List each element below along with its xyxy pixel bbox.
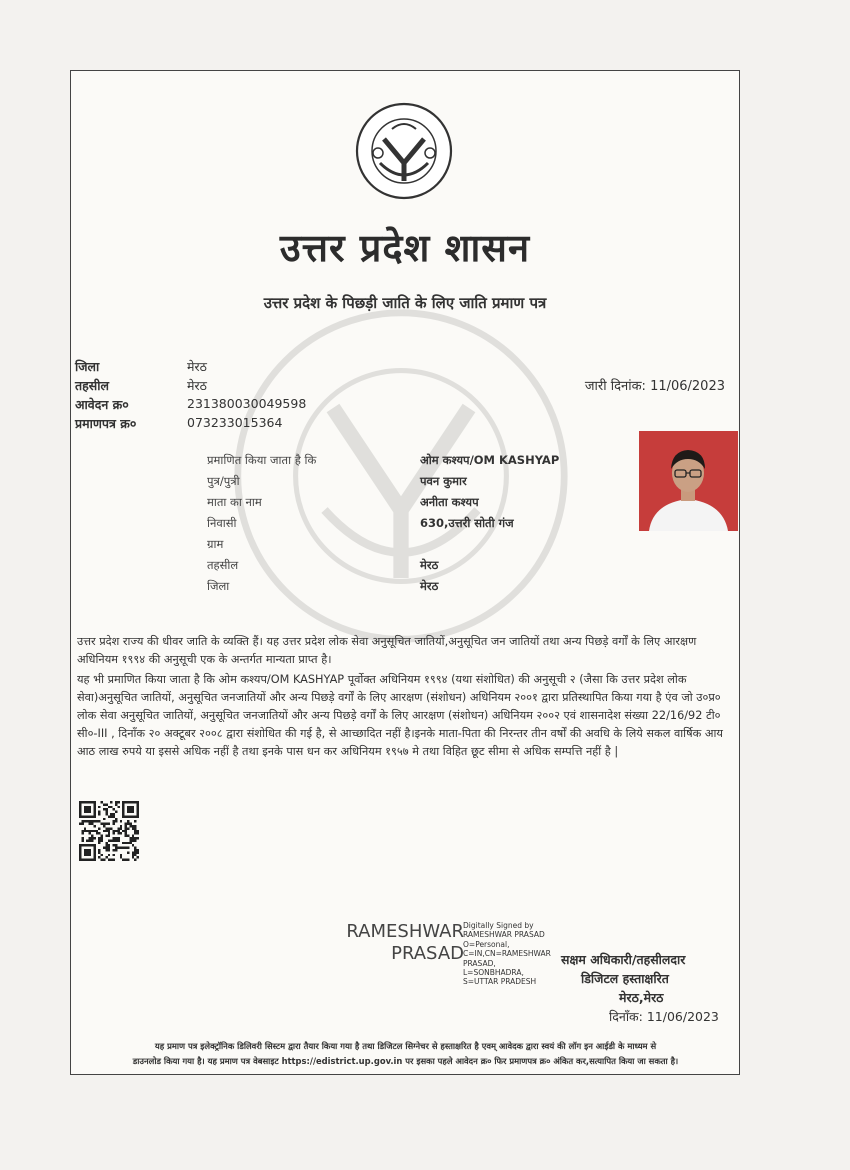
authority-location: मेरठ,मेरठ bbox=[619, 990, 664, 1005]
caste-paragraph: उत्तर प्रदेश राज्य की धीवर जाति के व्यक्ति हैं। यह उत्तर प्रदेश लोक सेवा अनुसूचित जातियों,अनुसूचित जन जातियों तथा अन्य पिछड़े वर्गों के लिए आरक्षण अधिनियम १९९४ की अनुसूची एक के अन्तर्गत मान्यता प्राप्त है। bbox=[77, 635, 697, 666]
tehsil-value: मेरठ bbox=[187, 378, 207, 393]
certificate-footer bbox=[77, 1039, 734, 1069]
certification-paragraph: यह भी प्रमाणित किया जाता है कि ओम कश्यप/OM KASHYAP पूर्वोक्त अधिनियम १९९४ (यथा संशोधित) की अनुसूची २ (जैसा कि उत्तर प्रदेश लोक सेवा)अनुसूचित जातियों, अनुसूचित जनजातियों और अन्य पिछड़े वर्गों के लिए आरक्षण (संशोधन) अधिनियम २००१ द्वारा प्रतिस्थापित किया गया है एंव जो उ०प्र० लोक सेवा अनुसूचित जातियों, अनुसूचित जनजातियों और अन्य पिछड़े वर्गों के लिए आरक्षण (संशोधन) अधिनियम २००२ एवं शासनादेश संख्या 22/16/92 टी० सी०-III , दिनाँक २० अक्टूबर २००८ द्वारा संशोधित की गई है, से आच्छादित नहीं है।इनके माता-पिता की निरन्तर तीन वर्षों की अवधि के लिये सकल वार्षिक आय आठ लाख रुपये या इससे अधिक नहीं है तथा इनके पास धन कर अधिनियम १९५७ मे तथा विहित छूट सीमा से अधिक सम्पत्ति नहीं है | bbox=[77, 673, 723, 758]
signature-detail-line: Digitally Signed by bbox=[463, 921, 534, 930]
qr-code bbox=[79, 801, 139, 861]
village-label: ग्राम bbox=[207, 537, 224, 551]
resident-address: 630,उत्तरी सोती गंज bbox=[420, 516, 514, 530]
certified-label: प्रमाणित किया जाता है कि bbox=[207, 453, 317, 467]
parent-label: पुत्र/पुत्री bbox=[207, 474, 240, 488]
detail-district-label: जिला bbox=[207, 579, 230, 593]
certificate-title: उत्तर प्रदेश शासन bbox=[279, 225, 531, 270]
signer-name bbox=[324, 921, 464, 965]
application-number-label: आवेदन क्र० bbox=[75, 397, 129, 412]
signer-name-line2: PRASAD bbox=[391, 943, 464, 964]
father-name: पवन कुमार bbox=[420, 474, 467, 488]
mother-name: अनीता कश्यप bbox=[420, 495, 479, 509]
signature-detail-line: O=Personal, bbox=[463, 939, 510, 949]
application-number-value: 231380030049598 bbox=[187, 396, 307, 411]
tehsil-label: तहसील bbox=[75, 378, 109, 393]
authority-title: सक्षम अधिकारी/तहसीलदार bbox=[561, 952, 686, 967]
signature-detail-line: PRASAD, bbox=[463, 958, 496, 968]
mother-label: माता का नाम bbox=[207, 495, 262, 509]
applicant-photo bbox=[639, 431, 738, 531]
authority-date: दिनाँक: 11/06/2023 bbox=[609, 1009, 719, 1024]
applicant-photo-image bbox=[639, 431, 738, 531]
applicant-name: ओम कश्यप/OM KASHYAP bbox=[420, 453, 560, 467]
footer-line1: यह प्रमाण पत्र इलेक्ट्रॉनिक डिलिवरी सिस्टम द्वारा तैयार किया गया है तथा डिजिटल सिग्नेचर से हस्ताक्षरित है एवम् आवेदक द्वारा स्वयं की लॉग इन आईडी के माध्यम से bbox=[154, 1041, 657, 1051]
signature-detail-line: S=UTTAR PRADESH bbox=[463, 977, 537, 987]
digitally-signed-label: डिजिटल हस्ताक्षरित bbox=[581, 971, 669, 986]
certificate-subtitle: उत्तर प्रदेश के पिछड़ी जाति के लिए जाति प्रमाण पत्र bbox=[263, 294, 547, 312]
district-value: मेरठ bbox=[187, 359, 207, 374]
footer-line2: डाउनलोड किया गया है। यह प्रमाण पत्र वेबसाइट https://edistrict.up.gov.in पर इसका पहले आवेदन क्र० फिर प्रमाणपत्र क्र० अंकित कर,सत्यापित किया जा सकता है। bbox=[132, 1056, 679, 1066]
resident-label: निवासी bbox=[207, 516, 237, 530]
certificate-number-label: प्रमाणपत्र क्र० bbox=[75, 416, 137, 431]
district-label: जिला bbox=[75, 359, 100, 374]
certificate-page bbox=[70, 70, 740, 1075]
up-government-emblem bbox=[354, 101, 454, 201]
signer-name-line1: RAMESHWAR bbox=[346, 921, 464, 942]
signature-detail-line: C=IN,CN=RAMESHWAR bbox=[463, 949, 551, 959]
certificate-number-value: 073233015364 bbox=[187, 415, 283, 430]
watermark-emblem bbox=[231, 306, 571, 646]
detail-tehsil-label: तहसील bbox=[207, 558, 239, 572]
issue-date: जारी दिनांक: 11/06/2023 bbox=[584, 379, 725, 394]
signature-detail-line: RAMESHWAR PRASAD bbox=[463, 930, 545, 940]
detail-tehsil-value: मेरठ bbox=[420, 558, 439, 572]
detail-district-value: मेरठ bbox=[420, 579, 439, 593]
signature-detail-line: L=SONBHADRA, bbox=[463, 968, 524, 978]
digital-signature-details bbox=[463, 921, 563, 987]
